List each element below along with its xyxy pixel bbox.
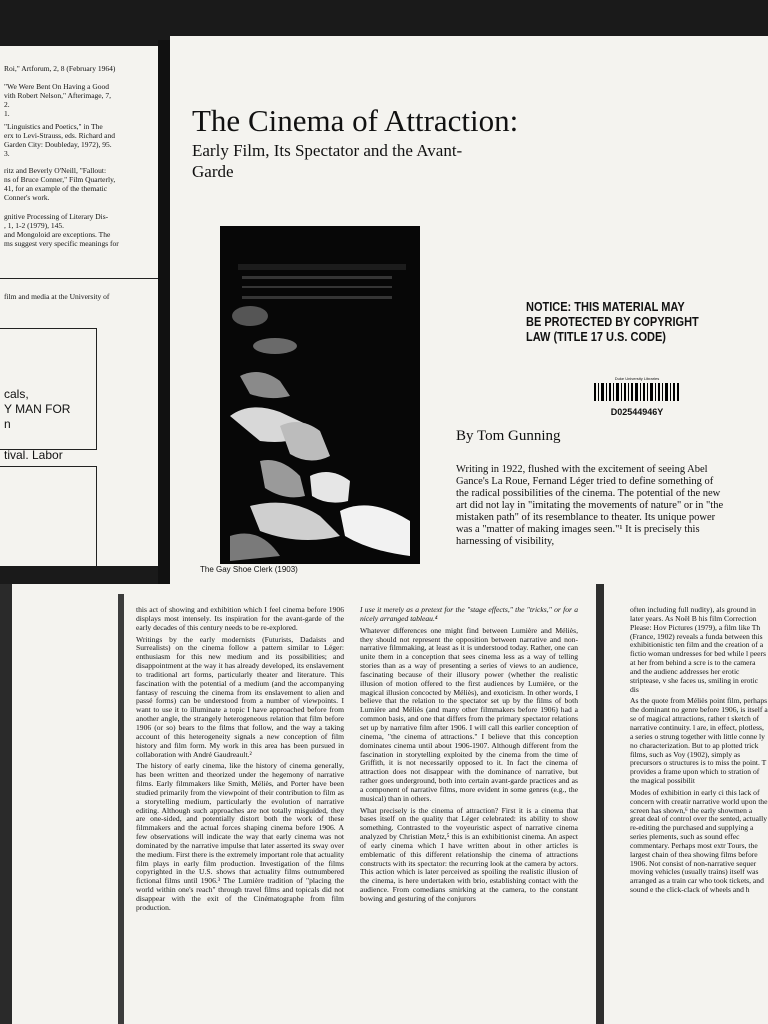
copyright-notice: NOTICE: THIS MATERIAL MAY BE PROTECTED BY COPYRIGHT LAW (TITLE 17 U.S. CODE) [526, 300, 699, 344]
paragraph: What precisely is the cinema of attraction? First it is a cinema that bases itself on the quality that Léger celebrated: its ability to show something. Contrasted to the voyeuristic aspect of narrative cinema analyzed by Christian Metz,⁵ this is an exhibitionist cinema. An aspect of early cinema which I have written about in other articles is emblematic of this different relationship the cinema of attractions constructs with its spectator: the recurring look at the camera by actors. This action which is later perceived as spoiling the realistic illusion of the cinema, is here undertaken with brio, establishing contact with the audience. From comedians smirking at the camera, to the constant bowing and gesturing of the conjurors [360, 805, 578, 903]
barcode-image [592, 383, 682, 401]
note-line: gnitive Processing of Literary Dis- , 1, 1-2 (1979), 145. [4, 212, 109, 230]
note-line: "We Were Bent On Having a Good vith Robert Nelson," Afterimage, 7, 2. 1. [4, 82, 111, 118]
article-subtitle: Early Film, Its Spectator and the Avant-Garde [192, 141, 463, 181]
text-column-2 [360, 606, 578, 1022]
paragraph: often including full nudity), als ground in later years. As Noël B his film Correction Please: Hov Pictures (1979), a film like Th (France, 1902) reveals a funda between this exhibitionistic ten film and the creation of a fictio woman undresses for bed while l peers at her from behind a scre is to the camera and the audienc addresses her erotic striptease, v she faces us, smiling in erotic dis [630, 606, 767, 694]
library-barcode [592, 376, 682, 417]
page-binding [158, 40, 170, 585]
page-gutter-right [596, 584, 604, 1024]
note-line: "Linguistics and Poetics," in The erx to Levi-Strauss, eds. Richard and Garden City: Doubleday, 1972), 95. 3. [4, 122, 116, 158]
left-page [0, 46, 160, 566]
page-edge-shadow [0, 584, 12, 1024]
paragraph: As the quote from Méliès point film, perhaps the dominant no genre before 1906, is itself a se of magical attractions, rather t sketch of narrative continuity. l are, in effect, plotless, a series o strung together with little conne ly no characterization. But to ap plotted trick films, such as Voy (1902), simply as precursors o structures is to miss the point. T provides a frame upon which to stration of the magical possibilit [630, 696, 768, 786]
rule [0, 278, 160, 279]
article-intro: Writing in 1922, flushed with the excitement of seeing Abel Gance's La Roue, Fernand Léger tried to define something of the radical possibilities of the cinema. The potential of the new art did not lay in "imitating the movements of nature" or in "the mistaken path" of its resemblance to theater. Its unique power was a "matter of making images seen."¹ It is precisely this harnessing of visibility, [456, 464, 724, 547]
paragraph: Modes of exhibition in early ci this lack of concern with creatir narrative world upon the screen has shown,⁶ the early showmen a great deal of control over the sented, actually re-editing the purchased and supplying a series plements, such as sound effec commentary. Perhaps most extr Tours, the largest chain of thea showing films before 1906. Not consist of non-narrative sequer moving vehicles (usually trains) itself was arranged as a train car who took tickets, and sound e the click-clack of wheels and h [630, 787, 768, 895]
paragraph: The history of early cinema, like the history of cinema generally, has been written and theorized under the hegemony of narrative films. Early filmmakers like Smith, Méliès, and Porter have been studied primarily from the viewpoint of their contribution to film as a storytelling medium, particularly the evolution of narrative editing. Although such approaches are not totally misguided, they are one-sided, and potentially distort both the work of these filmmakers and the actual forces shaping cinema before 1906. A few observations will indicate the way that early cinema was not dominated by the narrative impulse that later asserted its sway over the medium. First there is the extremely important role that actuality film plays in early film production. Investigation of the films copyrighted in the U.S. shows that actuality films outnumbered fictional films until 1906.³ The Lumière tradition of "placing the world within one's reach" through travel films and topicals did not disappear with the exit of the Cinématographe from film production. [136, 761, 344, 912]
author-affiliation: film and media at the University of [4, 292, 110, 301]
article-page [170, 36, 768, 584]
ad-box-text-2: tival. Labor [4, 448, 63, 462]
paragraph: I use it merely as a pretext for the "stage effects," the "tricks," or for a nicely arranged tableau.⁴ [360, 606, 578, 623]
paragraph: this act of showing and exhibition which I feel cinema before 1906 displays most intensely. Its inspiration for the avant-garde of the early decades of this century needs to be re-explored. [136, 606, 344, 632]
note-line: Roi," Artforum, 2, 8 (February 1964) [4, 64, 116, 73]
film-still-photo [220, 226, 420, 564]
text-column-1 [136, 606, 344, 1022]
paragraph: Writings by the early modernists (Futurists, Dadaists and Surrealists) on the cinema follow a pattern similar to Léger: enthusiasm for this new medium and its possibilities; and disappointment at the way it has already developed, its enslavement to traditional art forms, particularly theater and literature. This fascination with the potential of a medium (and the accompanying fantasy of rescuing the cinema from its enslavement to alien and passé forms) can be understood from a number of viewpoints. I want to use it to illuminate a topic I have approached before from another angle, the strangely heterogeneous relation that film before 1906 (or so) bears to the films that follow, and the way a taking account of this heterogeneity signals a new conception of film history and film form. My work in this area has been pursued in collaboration with André Gaudreault.² [136, 634, 344, 759]
article-byline: By Tom Gunning [456, 428, 561, 444]
ad-box-2 [0, 466, 97, 566]
film-still-image [220, 226, 420, 564]
ad-box [0, 328, 97, 450]
library-label: Duke University Libraries [614, 376, 660, 381]
next-page [0, 584, 768, 1024]
text-column-3 [630, 606, 768, 1022]
article-title: The Cinema of Attraction: [192, 103, 519, 138]
barcode-number: D02544946Y [610, 407, 664, 417]
photo-caption: The Gay Shoe Clerk (1903) [200, 565, 298, 574]
ad-box-text: cals, Y MAN FOR n [4, 387, 71, 431]
note-line: and Mongoloid are exceptions. The ms suggest very specific meanings for [4, 230, 119, 248]
paragraph: Whatever differences one might find between Lumière and Méliès, they should not represent the opposition between narrative and non-narrative filmmaking, at least as it is understood today. Rather, one can unite them in a conception that sees cinema less as a way of telling stories than as a way of presenting a series of views to an audience, fascinating because of their illusory power (whether the realistic illusion of motion offered to the first audiences by Lumière, or the magical illusion concocted by Méliès), and exoticism. In other words, I believe that the relation to the spectator set up by the films of both Lumière and Méliès (and many other filmmakers before 1906) had a common basis, and one that differs from the primary spectator relations set up by narrative film after 1906. I will call this earlier conception of cinema, "the cinema of attractions." I believe that this conception dominates cinema until about 1906-1907. Although different from the fascination in storytelling exploited by the cinema from the time of Griffith, it is not necessarily opposed to it. In fact the cinema of attraction does not disappear with the dominance of narrative, but rather goes underground, both into certain avant-garde practices and as a component of narrative films, more evident in some genres (e.g., the musical) than in others. [360, 625, 578, 803]
page-gutter-left [118, 594, 124, 1024]
note-line: ritz and Beverly O'Neill, "Fallout: ns of Bruce Conner," Film Quarterly, 41, for an example of the thematic Conner's work. [4, 166, 116, 202]
